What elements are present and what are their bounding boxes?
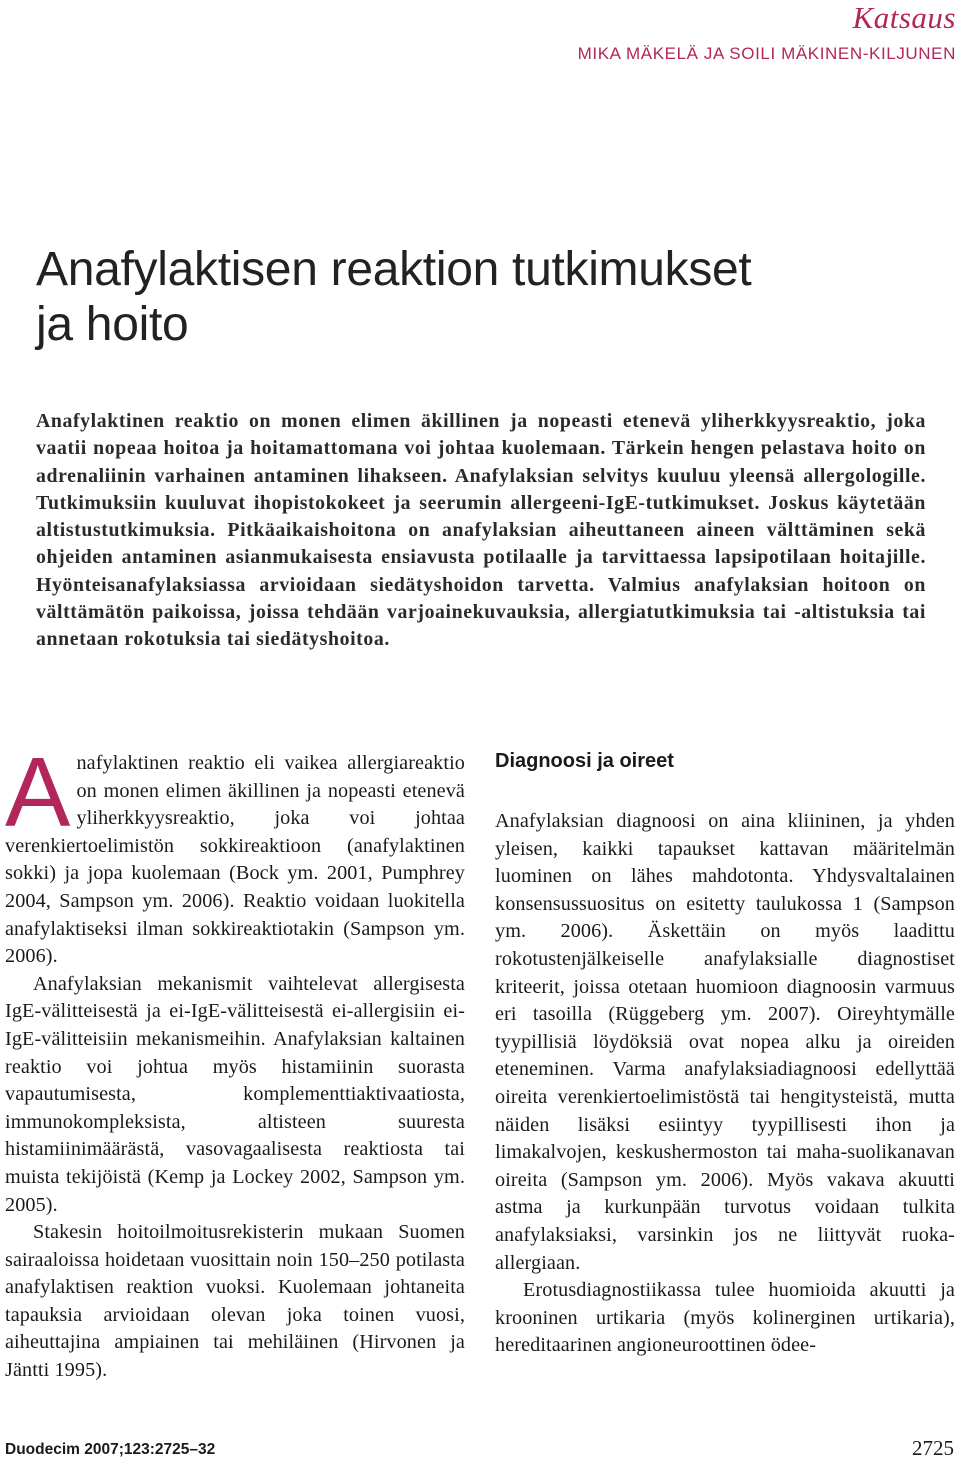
section-heading: Diagnoosi ja oireet bbox=[495, 750, 674, 772]
body-paragraph: Anafylaksian diagnoosi on aina kliininen, ja yhden yleisen, kaikki tapaukset kattavan määritelmän luominen on lähes mahdotonta. Yhdysvaltalainen konsensussuositus on esitetty taulukossa 1 (Sampson ym. 2006). Äskettäin on myös laadittu rokotustenjälkeiselle anafylaksialle diagnostiset kriteerit, joissa otetaan huomioon diagnoosin varmuus eri tasoilla (Rüggeberg ym. 2007). Oireyhtymälle tyypillisiä löydöksiä ovat nopea alku ja oireiden eteneminen. Varma anafylaksiadiagnoosi edellyttää oireita verenkiertoelimistöstä tai hengitysteistä, mutta näiden lisäksi esiintyy tyypillisesti ihon ja limakalvojen, keskushermoston tai maha-suolikanavan oireita (Sampson ym. 2006). Myös vakava akuutti astma ja kurkunpään turvotus voidaan tulkita anafylaksiaksi, varsinkin jos ne liittyvät ruoka-allergiaan. bbox=[495, 810, 955, 1274]
body-column-left bbox=[5, 737, 465, 1385]
article-title bbox=[36, 242, 936, 352]
body-paragraph: Erotusdiagnostiikassa tulee huomioida akuutti ja krooninen urtikaria (myös kolinerginen urtikaria), hereditaarinen angioneuroottinen ödee- bbox=[495, 1279, 955, 1357]
section-label: Katsaus bbox=[852, 0, 956, 35]
body-paragraph bbox=[5, 737, 465, 971]
title-line-1: Anafylaktisen reaktion tutkimukset bbox=[36, 243, 752, 296]
journal-citation: Duodecim 2007;123:2725–32 bbox=[5, 1441, 216, 1458]
body-column-right bbox=[495, 808, 955, 1360]
article-authors: MIKA MÄKELÄ JA SOILI MÄKINEN-KILJUNEN bbox=[577, 44, 956, 63]
article-abstract: Anafylaktinen reaktio on monen elimen äkillinen ja nopeasti etenevä yliherkkyysreaktio, joka vaatii nopeaa hoitoa ja hoitamattomana voi johtaa kuolemaan. Tärkein hengen pelastava hoito on adrenaliinin varhainen antaminen lihakseen. Anafylaksian selvitys kuuluu yleensä allergologille. Tutkimuksiin kuuluvat ihopistokokeet ja seerumin allergeeni-IgE-tutkimukset. Joskus käytetään altistustutkimuksia. Pitkäaikaishoitona on anafylaksian aiheuttaneen aineen välttäminen sekä ohjeiden antaminen asianmukaisesta ensiavusta potilaalle ja tarvittaessa lapsipotilaan hoitajille. Hyönteisanafylaksiassa arvioidaan siedätyshoidon tarvetta. Valmius anafylaksian hoitoon on välttämätön paikoissa, joissa tehdään varjoainekuvauksia, allergiatutkimuksia tai -altistuksia tai annetaan rokotuksia tai siedätyshoitoa. bbox=[36, 410, 926, 651]
page-number: 2725 bbox=[912, 1436, 954, 1460]
title-line-2: ja hoito bbox=[36, 298, 189, 351]
paragraph-text: nafylaktinen reaktio eli vaikea allergiareaktio on monen elimen äkillinen ja nopeasti etenevä yliherkkyysreaktio, joka voi johtaa verenkiertoelimistön sokkireaktioon (anafylaktinen sokki) ja jopa kuolemaan (Bock ym. 2001, Pumphrey 2004, Sampson ym. 2006). Reaktio voidaan luokitella anafylaktiseksi ilman sokkireaktiotakin (Sampson ym. 2006). bbox=[5, 752, 465, 968]
drop-cap: A bbox=[5, 737, 71, 847]
body-paragraph: Anafylaksian mekanismit vaihtelevat allergisesta IgE-välitteisestä ja ei-IgE-välitteisestä ei-allergisiin ei-IgE-välitteisiin mekanismeihin. Anafylaksian kaltainen reaktio voi johtua myös histamiinin suorasta vapautumisesta, komplementtiaktivaatiosta, immunokompleksista, altisteen suuresta histamiinimäärästä, vasovagaalisesta reaktiosta tai muista tekijöistä (Kemp ja Lockey 2002, Sampson ym. 2005). bbox=[5, 972, 465, 1216]
body-paragraph: Stakesin hoitoilmoitusrekisterin mukaan Suomen sairaaloissa hoidetaan vuosittain noin 150–250 potilasta anafylaktisen reaktion vuoksi. Kuolemaan johtaneita tapauksia arvioidaan olevan joka toinen vuosi, aiheuttajina ampiainen tai mehiläinen (Hirvonen ja Jäntti 1995). bbox=[5, 1221, 465, 1382]
